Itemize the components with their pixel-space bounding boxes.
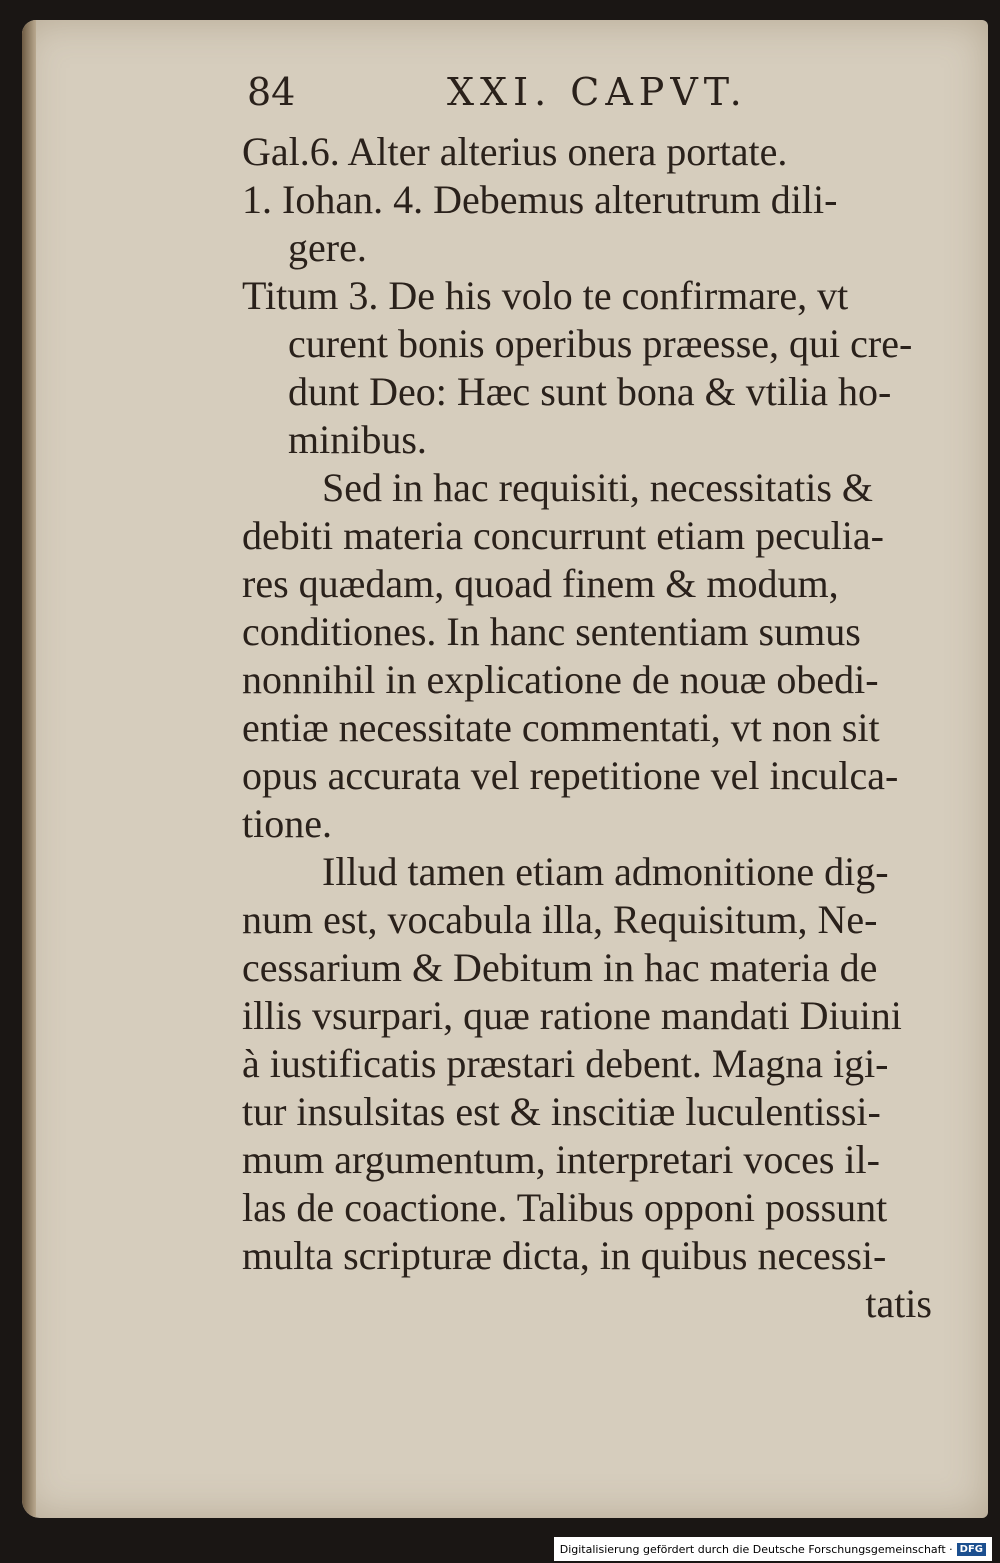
text-line: 1. Iohan. 4. Debemus alterutrum dili- xyxy=(242,177,838,222)
body-text xyxy=(242,128,962,1328)
text-line: entiæ necessitate commentati, vt non sit xyxy=(242,705,880,750)
text-line: res quædam, quoad finem & modum, xyxy=(242,561,839,606)
text-line: tur insulsitas est & inscitiæ luculentissi- xyxy=(242,1089,881,1134)
text-line: debiti materia concurrunt etiam peculia- xyxy=(242,513,884,558)
catchword: tatis xyxy=(865,1281,932,1326)
text-line: Sed in hac requisiti, necessitatis & xyxy=(322,465,873,510)
running-title: XXI. CAPVT. xyxy=(447,70,748,114)
text-line: multa scripturæ dicta, in quibus necessi- xyxy=(242,1233,887,1278)
text-line: las de coactione. Talibus opponi possunt xyxy=(242,1185,888,1230)
text-line: conditiones. In hanc sententiam sumus xyxy=(242,609,861,654)
text-line: nonnihil in explicatione de nouæ obedi- xyxy=(242,657,879,702)
text-line: minibus. xyxy=(288,417,427,462)
text-line: dunt Deo: Hæc sunt bona & vtilia ho- xyxy=(288,369,892,414)
text-line: num est, vocabula illa, Requisitum, Ne- xyxy=(242,897,878,942)
dfg-logo-icon: DFG xyxy=(957,1543,986,1556)
text-line: cessarium & Debitum in hac materia de xyxy=(242,945,878,990)
text-line: Gal.6. Alter alterius onera portate. xyxy=(242,129,788,174)
text-line: à iustificatis præstari debent. Magna igi- xyxy=(242,1041,889,1086)
text-line: opus accurata vel repetitione vel inculca- xyxy=(242,753,899,798)
credit-text: Digitalisierung gefördert durch die Deutsche Forschungsgemeinschaft · xyxy=(559,1542,953,1556)
digitization-credit xyxy=(554,1537,992,1561)
text-line: Illud tamen etiam admonitione dig- xyxy=(322,849,889,894)
page-number: 84 xyxy=(247,70,296,114)
book-page xyxy=(22,20,988,1518)
text-line: illis vsurpari, quæ ratione mandati Diuini xyxy=(242,993,902,1038)
running-header xyxy=(247,70,807,120)
text-line: curent bonis operibus præesse, qui cre- xyxy=(288,321,913,366)
text-line: gere. xyxy=(288,225,367,270)
page-edge xyxy=(22,20,36,1518)
text-line: tione. xyxy=(242,801,332,846)
text-line: mum argumentum, interpretari voces il- xyxy=(242,1137,880,1182)
text-line: Titum 3. De his volo te confirmare, vt xyxy=(242,273,849,318)
